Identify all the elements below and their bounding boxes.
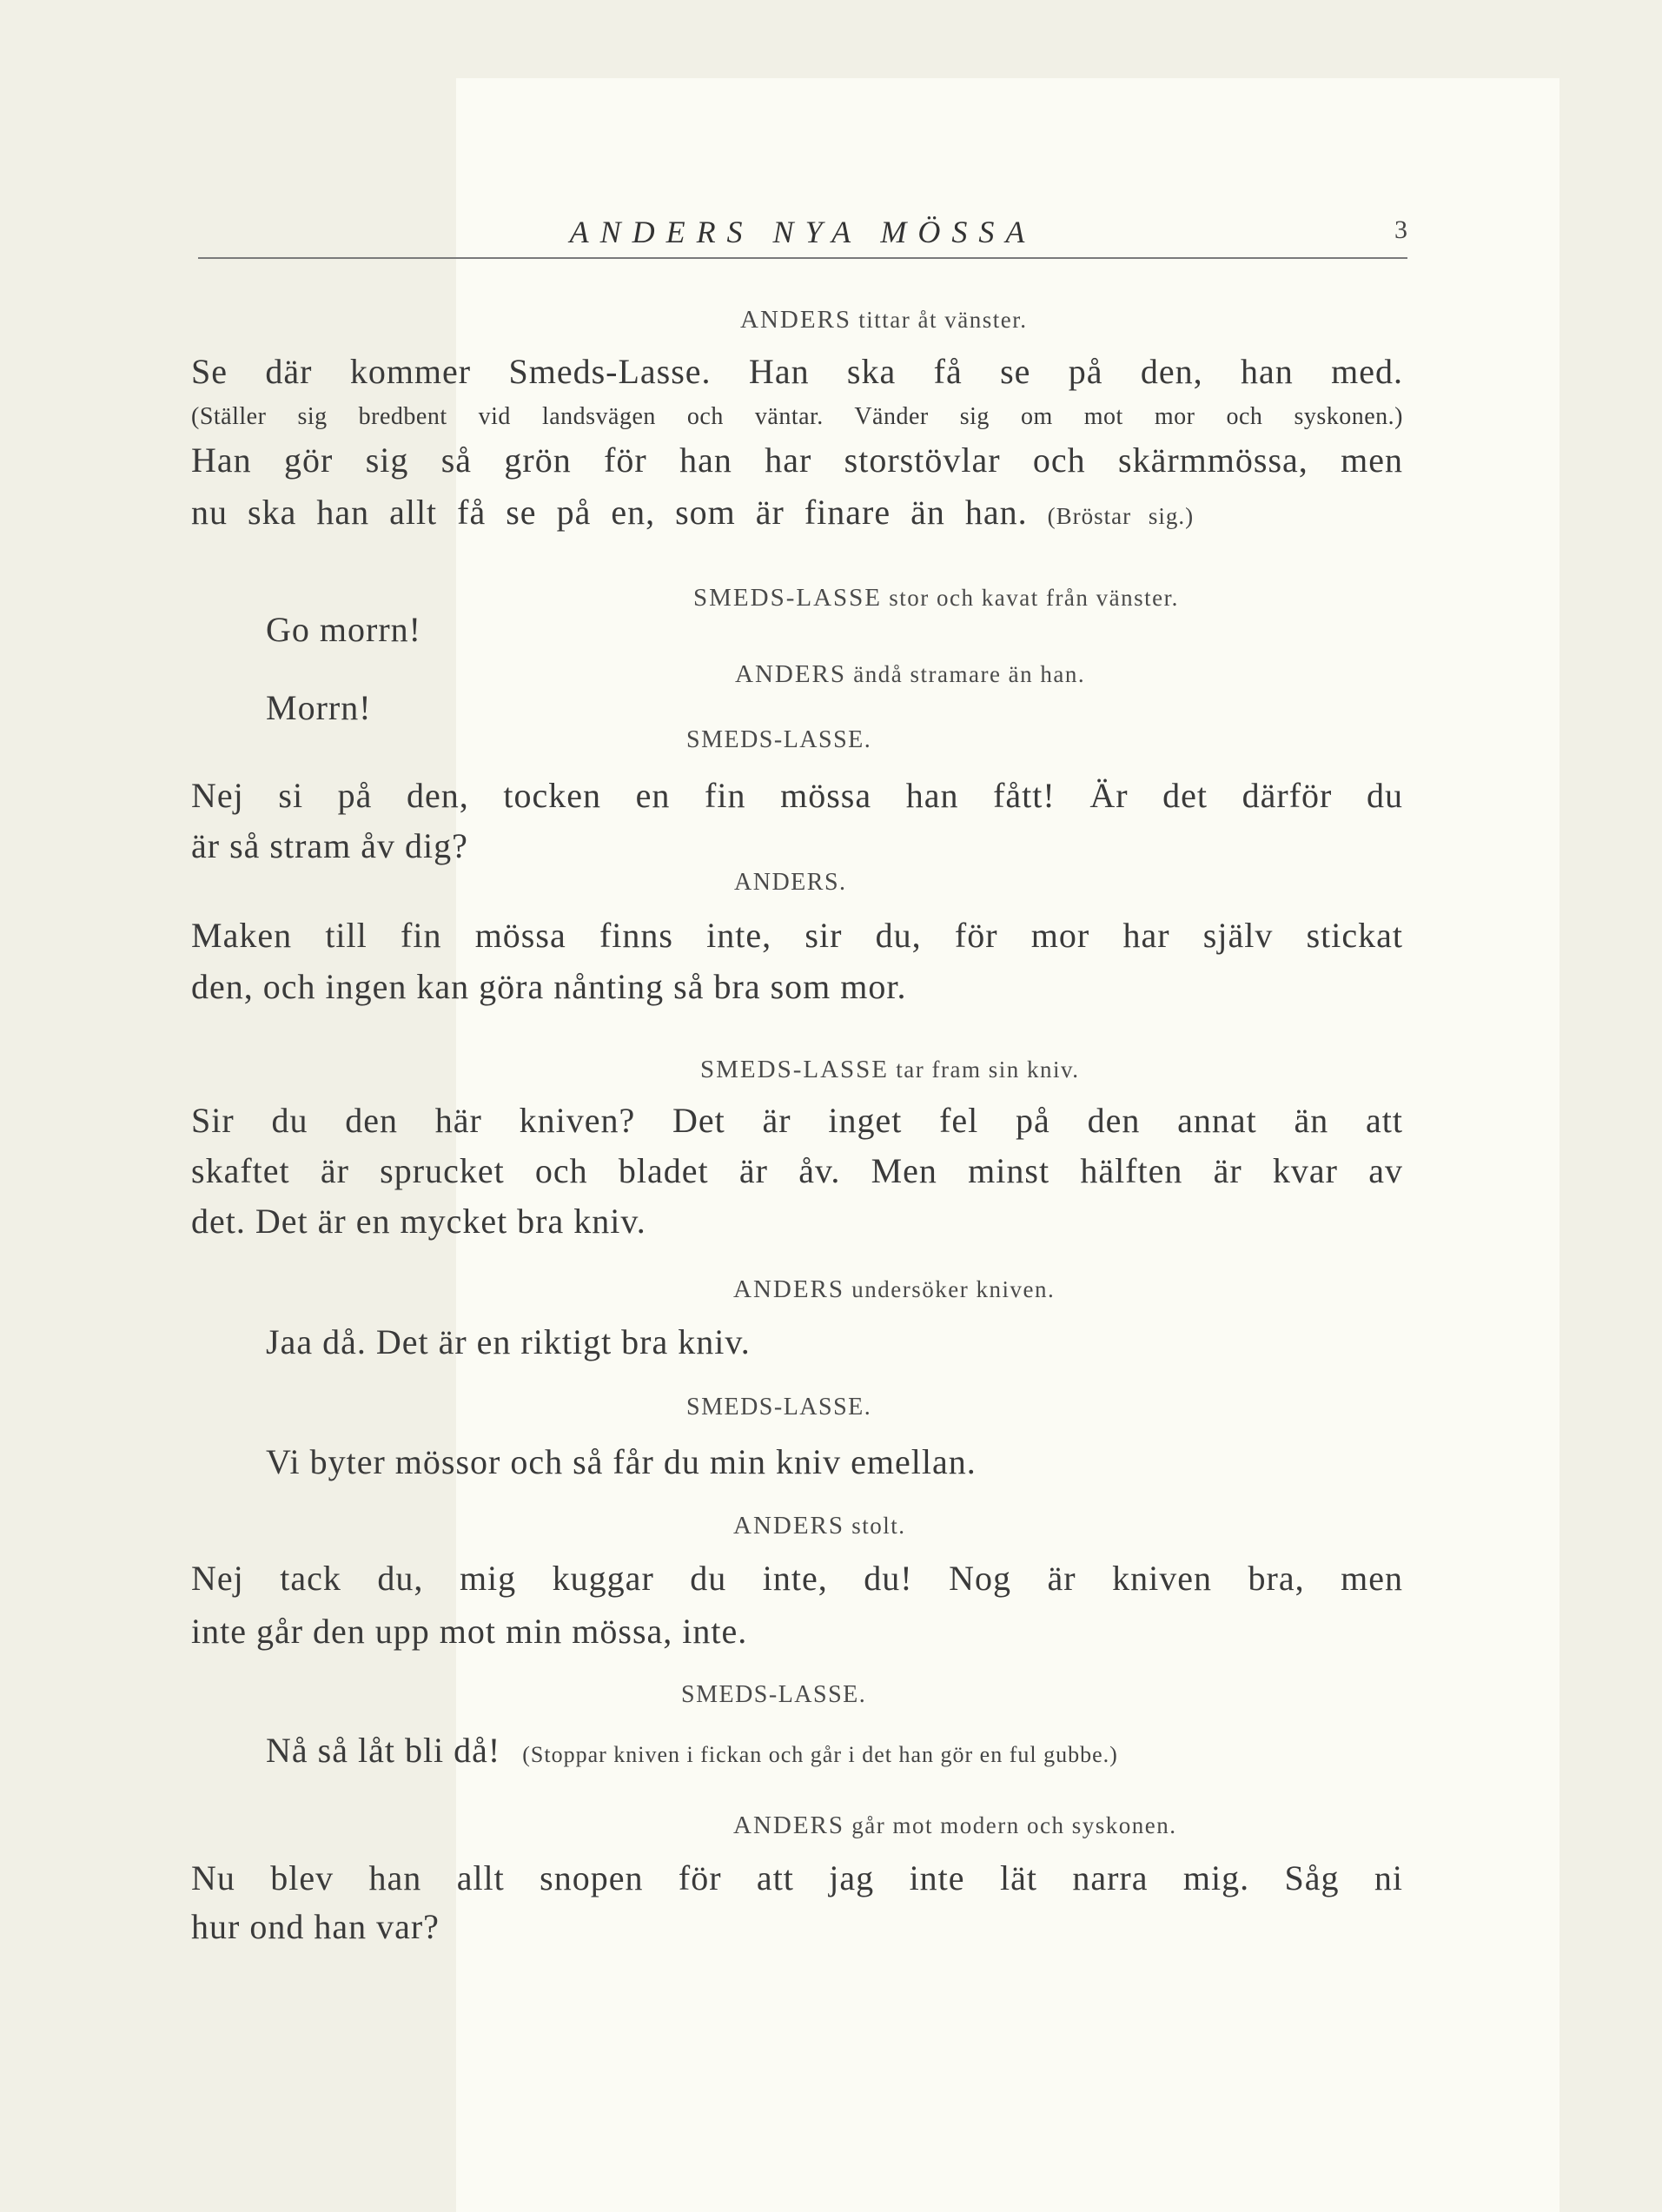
running-header [198,209,1407,261]
line-anders-7: Nej tack du, mig kuggar du inte, du! Nog är kniven bra, men [191,1559,1403,1598]
line-anders-10: hur ond han var? [191,1907,440,1946]
line-smeds-lasse-5: det. Det är en mycket bra kniv. [191,1202,646,1241]
stage-direction-anders-looks-left: ANDERS tittar åt vänster. [740,306,1028,334]
stage-direction-smeds-lasse-enters: SMEDS-LASSE stor och kavat från vänster. [693,584,1179,612]
line-smeds-lasse-7: Nå så låt bli då! (Stoppar kniven i fickan och går i det han gör en ful gubbe.) [266,1731,1118,1770]
line-smeds-lasse-6: Vi byter mössor och så får du min kniv emellan. [266,1442,977,1481]
line-smeds-lasse-greeting: Go morrn! [266,610,421,649]
header-rule [198,257,1407,259]
page-number: 3 [1394,215,1407,244]
stage-direction-smeds-lasse-knife: SMEDS-LASSE tar fram sin kniv. [700,1056,1080,1083]
speaker-anders: ANDERS. [734,869,847,896]
line-anders-4: Maken till fin mössa finns inte, sir du, för mor har själv stickat [191,916,1403,955]
stage-direction-anders-examines: ANDERS undersöker kniven. [733,1275,1056,1303]
line-anders-2: Han gör sig så grön för han har storstövlar och skärmmössa, men [191,440,1403,480]
running-title: ANDERS NYA MÖSSA [569,215,1036,249]
line-smeds-lasse-3: Sir du den här kniven? Det är inget fel på den annat än att [191,1101,1403,1140]
speaker-smeds-lasse-2: SMEDS-LASSE. [686,1394,872,1421]
stage-direction-anders-stands: (Ställer sig bredbent vid landsvägen och väntar. Vänder sig om mot mor och syskonen.) [191,403,1403,430]
line-anders-1: Se där kommer Smeds-Lasse. Han ska få se på den, han med. [191,352,1403,391]
line-anders-5: den, och ingen kan göra nånting så bra som mor. [191,967,907,1006]
speaker-smeds-lasse-3: SMEDS-LASSE. [681,1681,867,1708]
line-smeds-lasse-2: är så stram åv dig? [191,826,468,865]
line-anders-8: inte går den upp mot min mössa, inte. [191,1612,748,1651]
line-anders-3: nu ska han allt få se på en, som är finare än han. (Bröstar sig.) [191,493,1195,532]
stage-direction-anders-proud: ANDERS stolt. [733,1512,906,1540]
stage-direction-anders-goes: ANDERS går mot modern och syskonen. [733,1811,1177,1839]
speaker-smeds-lasse: SMEDS-LASSE. [686,726,872,753]
line-anders-6: Jaa då. Det är en riktigt bra kniv. [266,1322,751,1361]
line-smeds-lasse-1: Nej si på den, tocken en fin mössa han fått! Är det därför du [191,776,1403,815]
line-smeds-lasse-4: skaftet är sprucket och bladet är åv. Men minst hälften är kvar av [191,1151,1403,1190]
stage-direction-anders-stiffer: ANDERS ändå stramare än han. [735,660,1086,688]
line-anders-9: Nu blev han allt snopen för att jag inte lät narra mig. Såg ni [191,1858,1403,1897]
line-anders-greeting: Morrn! [266,688,372,727]
